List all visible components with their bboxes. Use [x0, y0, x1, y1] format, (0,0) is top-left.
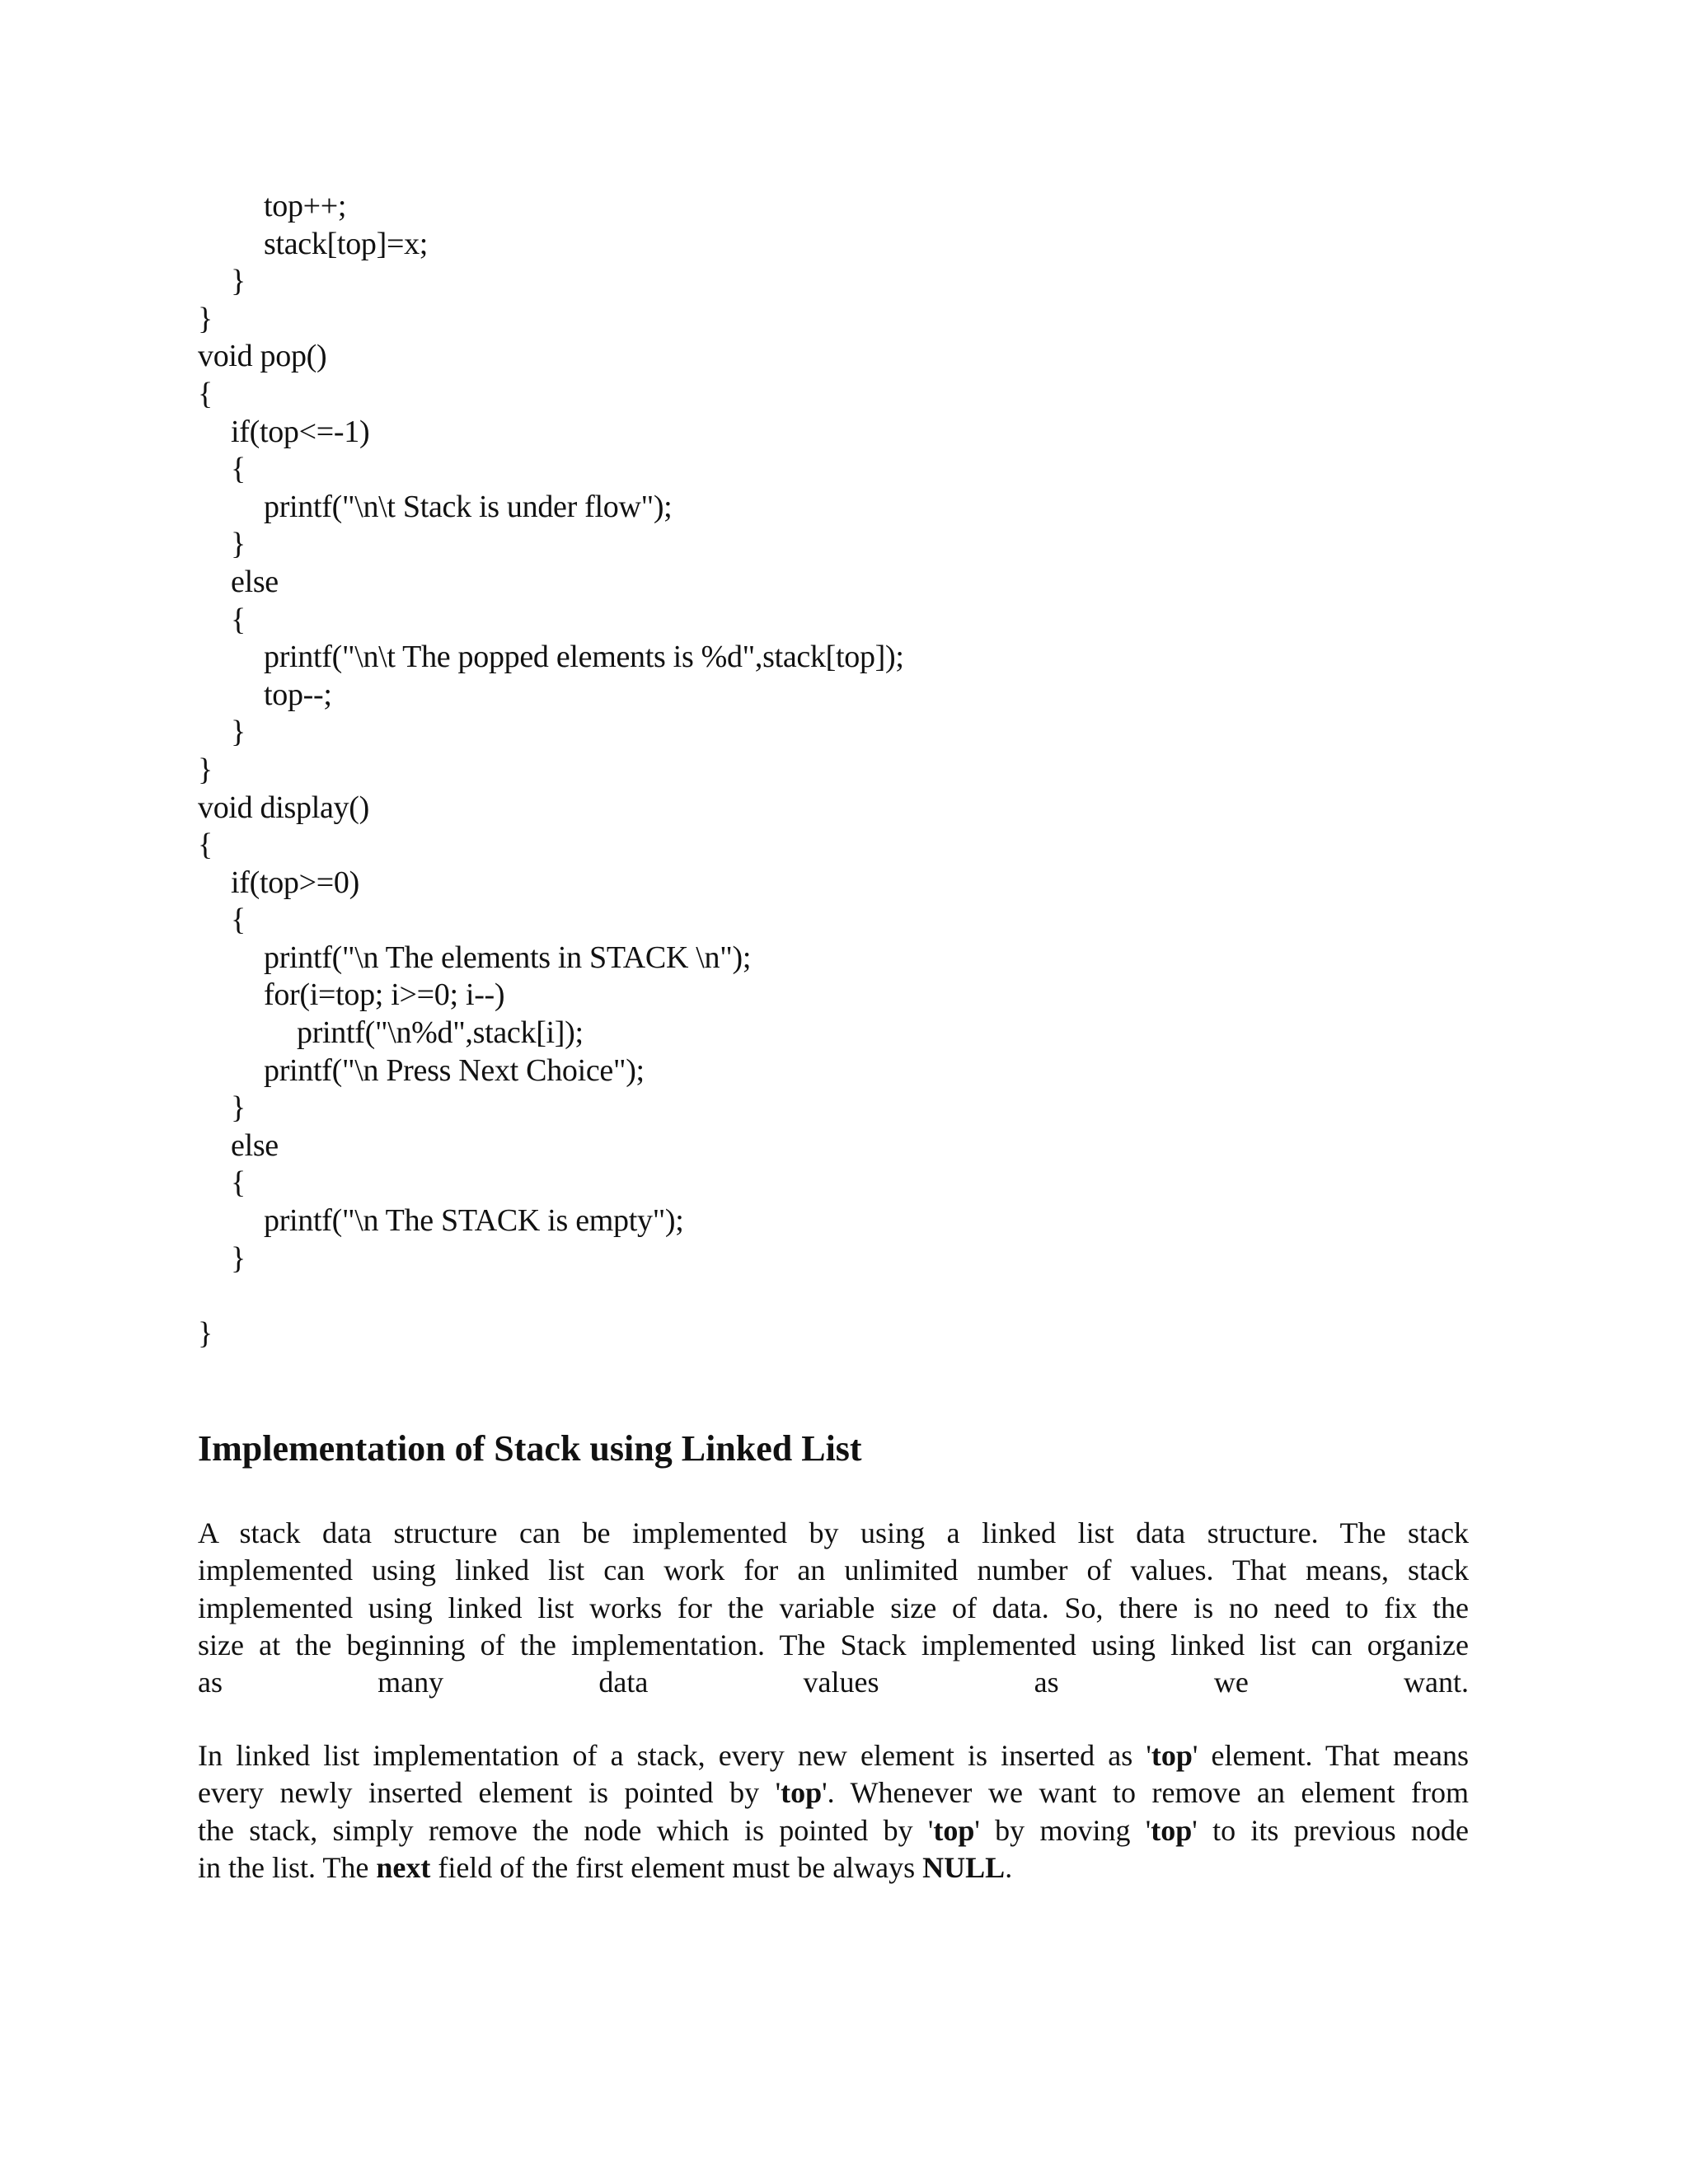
code-line: stack[top]=x;: [264, 226, 429, 261]
section-heading: Implementation of Stack using Linked List: [198, 1428, 862, 1469]
code-block: [198, 188, 904, 1352]
code-line: printf("\n The elements in STACK \n");: [264, 940, 752, 975]
paragraph-line: In linked list implementation of a stack, every new element is inserted as 'top' element. That means: [198, 1739, 1469, 1772]
paragraph-line: implemented using linked list can work for an unlimited number of values. That means, stack: [198, 1554, 1469, 1587]
code-line: else: [231, 564, 279, 599]
paragraph-line: size at the beginning of the implementation. The Stack implemented using linked list can organize: [198, 1628, 1469, 1661]
code-line: for(i=top; i>=0; i--): [264, 977, 505, 1013]
code-line: top++;: [264, 189, 347, 223]
code-line: printf("\n%d",stack[i]);: [297, 1015, 584, 1051]
code-line: }: [198, 752, 213, 787]
paragraph-linked-list: [198, 1737, 1469, 1886]
code-line: {: [198, 376, 213, 411]
code-line: }: [231, 1090, 246, 1126]
code-line: {: [231, 602, 246, 637]
code-line: printf("\n\t The popped elements is %d",stack[top]);: [264, 640, 904, 675]
code-line: void display(): [198, 790, 369, 825]
code-line: }: [231, 527, 246, 562]
paragraph-line: A stack data structure can be implemented by using a linked list data structure. The stack: [198, 1516, 1469, 1549]
paragraph-line: the stack, simply remove the node which is pointed by 'top' by moving 'top' to its previous node: [198, 1813, 1469, 1847]
paragraph-line: as many data values as we want.: [198, 1666, 1469, 1699]
code-line: {: [231, 902, 246, 938]
code-line: printf("\n Press Next Choice");: [264, 1052, 645, 1088]
code-line: }: [231, 1240, 246, 1276]
code-line: if(top>=0): [231, 865, 359, 900]
code-line: printf("\n The STACK is empty");: [264, 1203, 684, 1239]
paragraph-line: in the list. The next field of the first element must be always NULL.: [198, 1850, 1013, 1884]
code-line: else: [231, 1127, 279, 1163]
code-line: {: [198, 827, 213, 863]
code-line: {: [231, 1165, 246, 1201]
code-line: if(top<=-1): [231, 414, 370, 449]
code-line: }: [198, 1315, 213, 1351]
code-line: {: [231, 452, 246, 487]
code-line: }: [231, 264, 246, 299]
code-line: void pop(): [198, 339, 327, 374]
paragraph-line: every newly inserted element is pointed by 'top'. Whenever we want to remove an element from: [198, 1776, 1469, 1810]
paragraph-intro: [198, 1515, 1469, 1701]
code-line: printf("\n\t Stack is under flow");: [264, 489, 673, 524]
code-line: [198, 1277, 904, 1315]
code-line: top--;: [264, 677, 332, 712]
code-line: }: [198, 301, 213, 336]
paragraph-line: implemented using linked list works for the variable size of data. So, there is no need to fix the: [198, 1591, 1469, 1624]
code-line: }: [231, 715, 246, 750]
